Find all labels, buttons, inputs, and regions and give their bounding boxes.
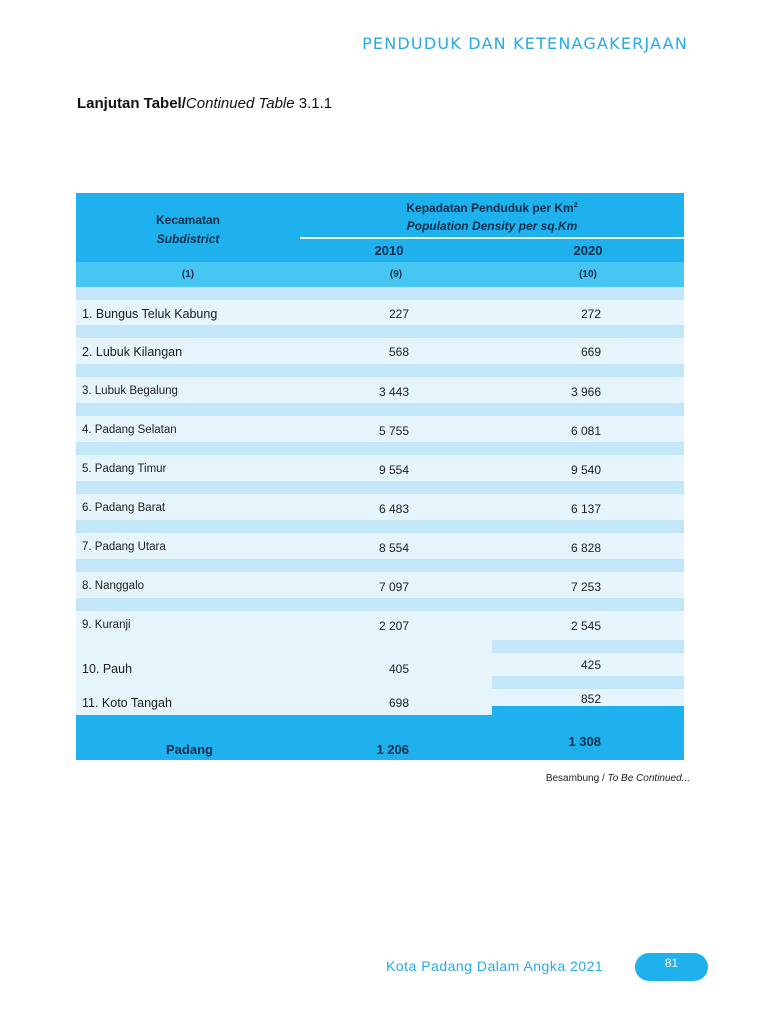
year-2010-header: 2010 bbox=[374, 243, 404, 258]
row-name: 10. Pauh bbox=[82, 662, 133, 676]
row-name: 4. Padang Selatan bbox=[82, 424, 177, 436]
row-value-2010: 8 554 bbox=[378, 541, 409, 555]
table-title-italic: Continued Table bbox=[185, 95, 295, 112]
row-stripe bbox=[76, 520, 684, 533]
row-stripe bbox=[492, 676, 684, 689]
column-number-1: (1) bbox=[181, 269, 195, 280]
subdistrict-label-id: Kecamatan bbox=[155, 213, 221, 227]
row-stripe bbox=[76, 403, 684, 416]
row-stripe bbox=[492, 640, 684, 653]
row-name: 8. Nanggalo bbox=[82, 580, 145, 592]
row-value-2020: 9 540 bbox=[570, 463, 601, 477]
row-value-2020: 425 bbox=[580, 658, 601, 672]
row-value-2020: 3 966 bbox=[570, 385, 601, 399]
density-label-en: Population Density per sq.Km bbox=[406, 219, 578, 233]
row-name: 7. Padang Utara bbox=[82, 541, 166, 553]
row-name: 1. Bungus Teluk Kabung bbox=[82, 307, 218, 321]
row-value-2020: 669 bbox=[580, 345, 601, 359]
row-name: 5. Padang Timur bbox=[82, 463, 167, 475]
total-row-cap bbox=[492, 706, 684, 716]
row-stripe bbox=[76, 481, 684, 494]
row-stripe bbox=[76, 442, 684, 455]
column-number-9: (9) bbox=[389, 269, 403, 280]
subdistrict-label-en: Subdistrict bbox=[156, 232, 220, 246]
row-value-2020: 6 081 bbox=[570, 424, 601, 438]
row-stripe bbox=[76, 364, 684, 377]
row-value-2020: 6 137 bbox=[570, 502, 601, 516]
total-label: Padang bbox=[166, 742, 213, 757]
row-value-2010: 9 554 bbox=[378, 463, 409, 477]
continued-note-en: To Be Continued... bbox=[607, 773, 690, 784]
density-sup: 2 bbox=[573, 202, 578, 209]
row-value-2010: 3 443 bbox=[378, 385, 409, 399]
row-value-2010: 568 bbox=[388, 345, 409, 359]
chapter-title: PENDUDUK DAN KETENAGAKERJAAN bbox=[362, 34, 688, 53]
table-header bbox=[76, 193, 684, 262]
continued-note bbox=[546, 773, 690, 784]
row-value-2010: 698 bbox=[388, 696, 409, 710]
row-value-2010: 5 755 bbox=[378, 424, 409, 438]
row-stripe bbox=[76, 598, 684, 611]
total-row bbox=[76, 715, 684, 760]
table-title-number: 3.1.1 bbox=[294, 95, 333, 112]
table-title-lead: Lanjutan Tabel/ bbox=[77, 95, 186, 112]
table-body bbox=[76, 287, 684, 716]
table-title bbox=[77, 95, 332, 112]
row-name: 11. Koto Tangah bbox=[82, 696, 172, 710]
row-name: 3. Lubuk Begalung bbox=[82, 385, 178, 397]
row-value-2020: 6 828 bbox=[570, 541, 601, 555]
row-value-2010: 227 bbox=[388, 307, 409, 321]
column-number-10: (10) bbox=[579, 269, 597, 280]
year-2020-header: 2020 bbox=[573, 243, 603, 258]
header-rule bbox=[300, 237, 684, 239]
density-label-id: Kepadatan Penduduk per Km$^2$ bbox=[406, 201, 578, 215]
footer-book-title: Kota Padang Dalam Angka 2021 bbox=[386, 958, 604, 974]
row-value-2020: 852 bbox=[580, 692, 601, 706]
row-value-2010: 2 207 bbox=[378, 619, 409, 633]
row-value-2020: 272 bbox=[580, 307, 601, 321]
subdistrict-header bbox=[76, 211, 300, 249]
total-value-2020: 1 308 bbox=[568, 734, 601, 749]
row-value-2010: 7 097 bbox=[378, 580, 409, 594]
density-header bbox=[300, 197, 684, 235]
row-stripe bbox=[76, 559, 684, 572]
column-number-row bbox=[76, 262, 684, 287]
row-value-2020: 7 253 bbox=[570, 580, 601, 594]
row-name: 6. Padang Barat bbox=[82, 502, 166, 514]
row-stripe bbox=[76, 287, 684, 300]
continued-note-id: Besambung / bbox=[545, 773, 608, 784]
total-value-2010: 1 206 bbox=[376, 742, 409, 757]
row-value-2010: 405 bbox=[388, 662, 409, 676]
row-name: 9. Kuranji bbox=[82, 619, 131, 631]
density-table bbox=[76, 193, 684, 757]
page-number-badge bbox=[635, 953, 708, 981]
row-stripe bbox=[76, 325, 684, 338]
page-number: 81 bbox=[664, 956, 679, 970]
row-value-2020: 2 545 bbox=[570, 619, 601, 633]
row-name: 2. Lubuk Kilangan bbox=[82, 345, 183, 359]
row-value-2010: 6 483 bbox=[378, 502, 409, 516]
